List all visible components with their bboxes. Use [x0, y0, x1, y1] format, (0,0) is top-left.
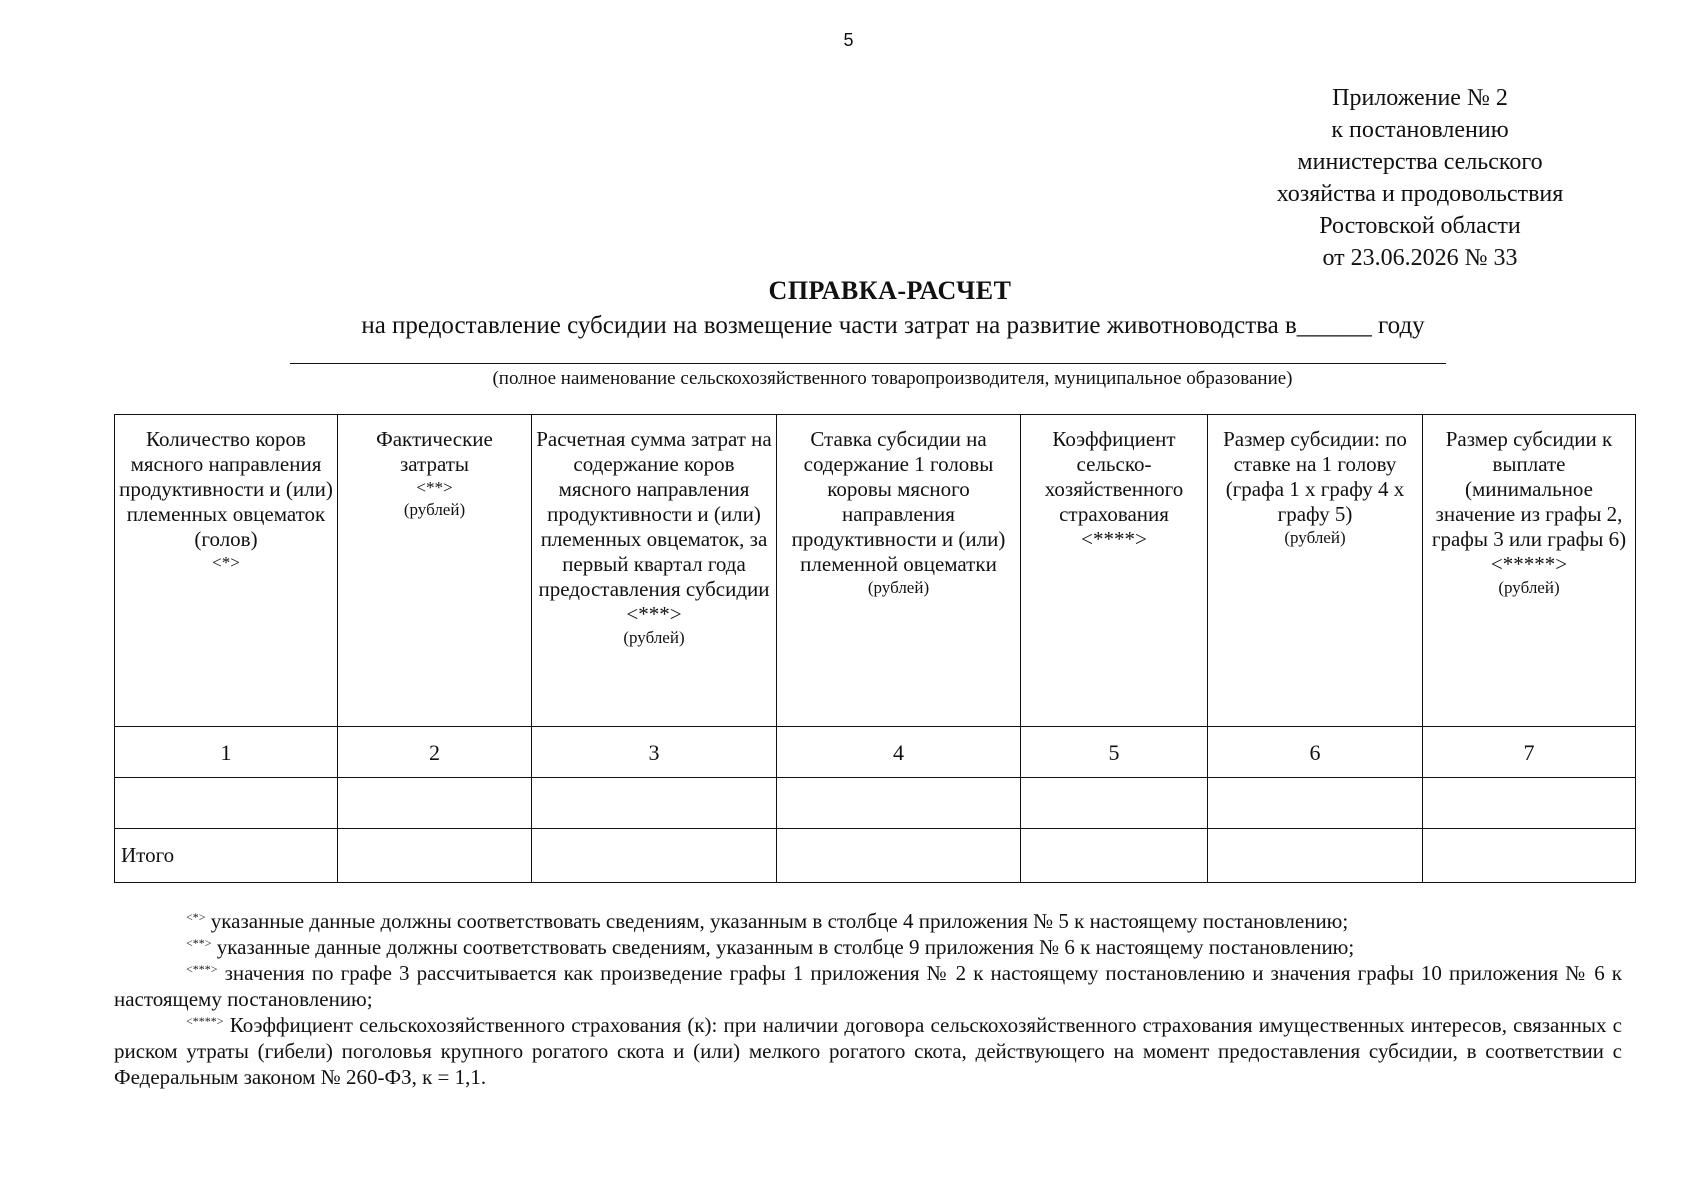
column-number: 1 — [115, 727, 338, 778]
data-cell — [115, 778, 338, 829]
column-number: 4 — [777, 727, 1021, 778]
footnote-marker: <***> — [186, 962, 218, 976]
column-header — [1423, 415, 1636, 727]
total-cell — [1208, 829, 1423, 883]
total-label: Итого — [115, 829, 338, 883]
column-header-unit: (рублей) — [1284, 528, 1346, 547]
footnote — [114, 908, 1622, 934]
appendix-line: к постановлению — [1331, 117, 1509, 143]
footnote-text: Коэффициент сельскохозяйственного страхования (к): при наличии договора сельскохозяйственного страхования имущественных интересов, связанных с риском утраты (гибели) поголовья крупного рогатого скота и (или) мелкого рогатого скота, действующего на момент предоставления субсидии, в соответствии с Федеральным законом № 260-ФЗ, к = 1,1. — [114, 1013, 1622, 1089]
total-cell — [1423, 829, 1636, 883]
data-row — [115, 778, 1636, 829]
footnote — [114, 960, 1622, 1012]
data-cell — [338, 778, 532, 829]
column-header-unit: (рублей) — [403, 500, 466, 519]
footnotes — [114, 908, 1622, 1090]
footnote — [114, 1012, 1622, 1090]
document-title: СПРАВКА-РАСЧЕТ — [768, 276, 1012, 305]
column-header — [1208, 415, 1423, 727]
column-header — [777, 415, 1021, 727]
column-number: 7 — [1423, 727, 1636, 778]
footnote — [114, 934, 1622, 960]
appendix-line: от 23.06.2026 № 33 — [1322, 245, 1518, 271]
column-header-unit: (рублей) — [623, 628, 685, 647]
column-header — [532, 415, 777, 727]
column-header-unit: (рублей) — [867, 578, 930, 597]
data-cell — [532, 778, 777, 829]
column-header-note: <*> — [212, 553, 240, 572]
data-cell — [1208, 778, 1423, 829]
appendix-line: Ростовской области — [1319, 213, 1521, 239]
column-header-text: Фактические затраты — [376, 427, 493, 476]
column-header-text: Размер субсидии к выплате (минимальное значение из графы 2, графы 3 или графы 6) <*****> — [1431, 427, 1627, 576]
data-cell — [777, 778, 1021, 829]
table-header-row — [115, 415, 1636, 727]
footnote-text: указанные данные должны соответствовать сведениям, указанным в столбце 4 приложения № 5 к настоящему постановлению; — [205, 909, 1349, 933]
column-number-row — [115, 727, 1636, 778]
data-cell — [1423, 778, 1636, 829]
total-cell — [532, 829, 777, 883]
column-header-text: Количество коров мясного направления продуктивности и (или) племенных овцематок (голов) — [119, 427, 333, 551]
total-row — [115, 829, 1636, 883]
column-number: 5 — [1021, 727, 1208, 778]
column-number: 3 — [532, 727, 777, 778]
column-header-note: <**> — [416, 478, 453, 497]
column-header-text: Размер субсидии: по ставке на 1 голову (графа 1 х графу 4 х графу 5) — [1223, 427, 1407, 526]
column-header-text: Коэффициент сельско-хозяйственного страхования <****> — [1044, 427, 1184, 551]
column-header — [338, 415, 532, 727]
total-cell — [338, 829, 532, 883]
appendix-line: хозяйства и продовольствия — [1276, 181, 1564, 207]
data-cell — [1021, 778, 1208, 829]
total-cell — [1021, 829, 1208, 883]
column-header-unit: (рублей) — [1498, 578, 1560, 597]
total-cell — [777, 829, 1021, 883]
document-subtitle: на предоставление субсидии на возмещение части затрат на развитие животноводства в______ году — [361, 312, 1425, 339]
footnote-text: указанные данные должны соответствовать сведениям, указанным в столбце 9 приложения № 6 к настоящему постановлению; — [211, 935, 1355, 959]
fill-in-line — [290, 363, 1446, 364]
appendix-line: Приложение № 2 — [1332, 85, 1508, 111]
footnote-marker: <*> — [186, 910, 206, 924]
page-number: 5 — [843, 30, 854, 50]
column-number: 6 — [1208, 727, 1423, 778]
column-header-text: Ставка субсидии на содержание 1 головы коровы мясного направления продуктивности и (или) племенной овцематки — [791, 427, 1006, 576]
footnote-marker: <**> — [186, 936, 212, 950]
calculation-table — [114, 414, 1636, 883]
appendix-header — [1210, 82, 1630, 274]
fill-in-caption: (полное наименование сельскохозяйственного товаропроизводителя, муниципальное образование) — [492, 368, 1293, 389]
column-number: 2 — [338, 727, 532, 778]
column-header-text: Расчетная сумма затрат на содержание коров мясного направления продуктивности и (или) племенных овцематок, за первый квартал года предоставления субсидии <***> — [536, 427, 772, 626]
footnote-text: значения по графе 3 рассчитывается как произведение графы 1 приложения № 2 к настоящему постановлению и значения графы 10 приложения № 6 к настоящему постановлению; — [114, 961, 1622, 1011]
column-header — [1021, 415, 1208, 727]
appendix-line: министерства сельского — [1297, 149, 1543, 175]
footnote-marker: <****> — [186, 1014, 224, 1028]
column-header — [115, 415, 338, 727]
